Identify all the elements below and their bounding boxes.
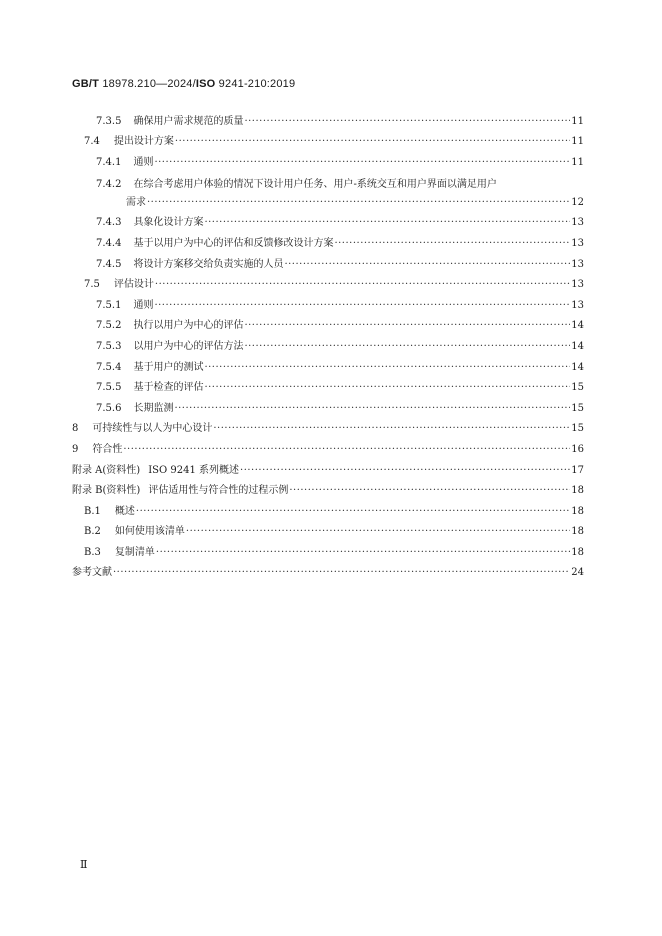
toc-leader-dots <box>154 156 570 170</box>
toc-entry-number: 7.4.3 <box>96 217 122 229</box>
toc-entry-page: 18 <box>571 526 584 538</box>
toc-entry-number: 7.5 <box>84 279 100 291</box>
toc-entry[interactable] <box>72 560 584 581</box>
toc-leader-dots <box>174 402 570 416</box>
toc-entry-page: 18 <box>571 505 584 517</box>
toc-entry-page: 14 <box>571 320 584 332</box>
toc-leader-dots <box>213 422 570 436</box>
toc-entry-page: 15 <box>571 402 584 414</box>
toc-entry-number: 7.5.1 <box>96 299 122 311</box>
toc-leader-dots <box>186 525 570 539</box>
toc-entry[interactable] <box>72 230 584 251</box>
toc-entry-page: 24 <box>571 567 584 579</box>
toc-leader-dots <box>244 319 570 333</box>
toc-entry-page: 13 <box>571 237 584 249</box>
toc-leader-dots <box>175 135 570 149</box>
toc-entry[interactable] <box>72 170 584 192</box>
toc-entry[interactable] <box>72 149 584 170</box>
toc-entry-number: 8 <box>72 423 79 435</box>
toc-entry-number: 7.5.4 <box>96 361 122 373</box>
toc-entry-title: 基于以用户为中心的评估和反馈修改设计方案 <box>133 237 334 249</box>
toc-entry[interactable] <box>72 192 584 210</box>
toc-entry-title: 在综合考虑用户体验的情况下设计用户任务、用户-系统交互和用户界面以满足用户 <box>133 178 497 190</box>
toc-entry[interactable] <box>72 210 584 231</box>
toc-entry-title: 评估设计 <box>113 279 154 291</box>
toc-leader-dots <box>156 546 570 560</box>
toc-entry-title: 通则 <box>133 156 154 168</box>
toc-entry-page: 11 <box>571 156 584 168</box>
toc-entry-number: B.3 <box>84 546 101 558</box>
toc-entry-number: 附录 B(资料性) <box>72 485 141 497</box>
toc-leader-dots <box>244 115 570 129</box>
toc-entry-title: 基于检查的评估 <box>133 382 204 394</box>
toc-entry-page: 13 <box>571 279 584 291</box>
toc-entry[interactable] <box>72 251 584 272</box>
toc-entry-title: 复制清单 <box>114 546 155 558</box>
toc-entry-page: 15 <box>571 423 584 435</box>
toc-entry-title: 需求 <box>126 196 146 208</box>
toc-leader-dots <box>123 443 570 457</box>
toc-entry-number: 9 <box>72 443 79 455</box>
toc-entry-title: 提出设计方案 <box>113 136 174 148</box>
toc-entry-page: 15 <box>571 382 584 394</box>
toc-entry[interactable] <box>72 478 584 499</box>
iso-number: 9241-210:2019 <box>215 78 296 90</box>
toc-entry[interactable] <box>72 272 584 293</box>
toc-entry-page: 13 <box>571 258 584 270</box>
toc-entry[interactable] <box>72 313 584 334</box>
toc-entry-title: 执行以用户为中心的评估 <box>133 320 244 332</box>
toc-entry[interactable] <box>72 416 584 437</box>
toc-entry-title: 如何使用该清单 <box>114 526 185 538</box>
toc-entry[interactable] <box>72 375 584 396</box>
page-number: Ⅱ <box>80 858 88 871</box>
toc-entry-page: 13 <box>571 299 584 311</box>
toc-entry-number: 7.4.2 <box>96 178 122 190</box>
table-of-contents <box>72 108 584 580</box>
toc-leader-dots <box>284 258 570 272</box>
toc-entry-number: 7.5.5 <box>96 382 122 394</box>
toc-entry-page: 11 <box>571 115 584 127</box>
toc-entry-number: 7.4 <box>84 136 100 148</box>
toc-entry[interactable] <box>72 129 584 150</box>
toc-entry-page: 18 <box>571 485 584 497</box>
toc-entry-number: 附录 A(资料性) <box>72 464 141 476</box>
toc-entry-title: 可持续性与以人为中心设计 <box>92 423 213 435</box>
toc-entry-page: 18 <box>571 546 584 558</box>
iso-code: ISO <box>195 78 216 90</box>
toc-leader-dots <box>334 237 570 251</box>
toc-leader-dots <box>244 340 570 354</box>
toc-entry-number: 7.5.6 <box>96 402 122 414</box>
toc-entry[interactable] <box>72 519 584 540</box>
toc-entry[interactable] <box>72 333 584 354</box>
toc-entry-number: 7.5.2 <box>96 320 122 332</box>
toc-entry[interactable] <box>72 354 584 375</box>
toc-entry-title: 基于用户的测试 <box>133 361 204 373</box>
toc-leader-dots <box>147 196 570 210</box>
toc-leader-dots <box>204 361 570 375</box>
toc-leader-dots <box>113 566 570 580</box>
toc-entry-number: 7.3.5 <box>96 115 122 127</box>
toc-leader-dots <box>240 464 570 478</box>
toc-leader-dots <box>154 299 570 313</box>
toc-entry-page: 14 <box>571 340 584 352</box>
toc-entry-number: 7.4.1 <box>96 156 122 168</box>
toc-entry-title: 长期监测 <box>133 402 174 414</box>
standard-header <box>72 78 295 90</box>
toc-entry[interactable] <box>72 498 584 519</box>
toc-entry-title: 概述 <box>114 505 135 517</box>
toc-entry-title: 确保用户需求规范的质量 <box>133 115 244 127</box>
toc-entry-title: 将设计方案移交给负责实施的人员 <box>133 258 284 270</box>
toc-entry[interactable] <box>72 292 584 313</box>
toc-leader-dots <box>155 278 570 292</box>
toc-entry-title: 参考文献 <box>72 567 112 579</box>
toc-leader-dots <box>136 505 570 519</box>
toc-entry[interactable] <box>72 539 584 560</box>
toc-entry-title: ISO 9241 系列概述 <box>148 464 240 476</box>
toc-entry-page: 11 <box>571 136 584 148</box>
toc-entry[interactable] <box>72 457 584 478</box>
toc-entry-page: 17 <box>571 464 584 476</box>
toc-entry-title: 评估适用性与符合性的过程示例 <box>148 485 289 497</box>
toc-entry[interactable] <box>72 395 584 416</box>
toc-entry-page: 16 <box>571 443 584 455</box>
std-code: GB/T <box>72 78 100 90</box>
toc-entry-page: 14 <box>571 361 584 373</box>
toc-entry-number: 7.4.4 <box>96 237 122 249</box>
toc-entry-number: 7.5.3 <box>96 340 122 352</box>
toc-leader-dots <box>204 381 570 395</box>
toc-entry-title: 通则 <box>133 299 154 311</box>
toc-entry-title: 符合性 <box>92 443 123 455</box>
toc-entry-number: B.1 <box>84 505 101 517</box>
toc-entry[interactable] <box>72 436 584 457</box>
toc-entry-page: 13 <box>571 217 584 229</box>
toc-entry-title: 具象化设计方案 <box>133 217 204 229</box>
toc-entry-number: 7.4.5 <box>96 258 122 270</box>
toc-leader-dots <box>204 216 570 230</box>
toc-entry-number: B.2 <box>84 526 101 538</box>
std-number: 18978.210—2024/ <box>99 78 196 90</box>
toc-entry-page: 12 <box>571 196 584 208</box>
toc-leader-dots <box>289 484 570 498</box>
toc-entry-title: 以用户为中心的评估方法 <box>133 340 244 352</box>
toc-entry[interactable] <box>72 108 584 129</box>
